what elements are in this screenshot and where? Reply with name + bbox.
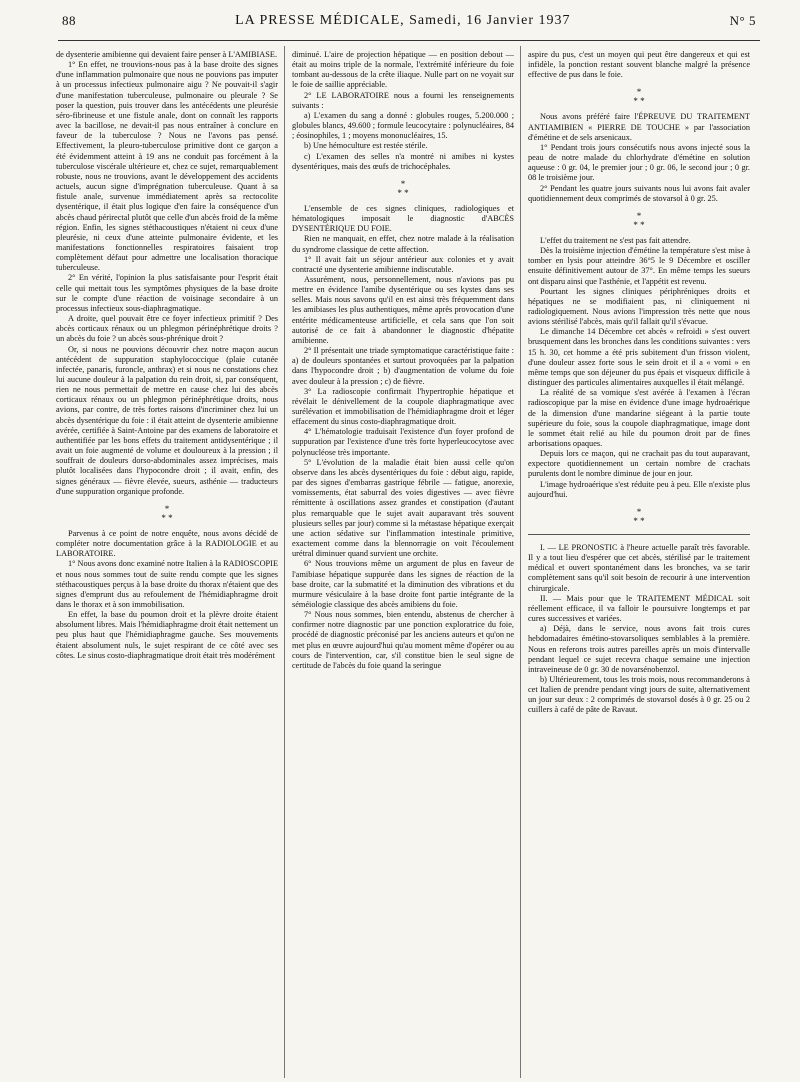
paragraph: 2° LE LABORATOIRE nous a fourni les renseignements suivants :	[292, 90, 514, 110]
paragraph: 2° Pendant les quatre jours suivants nous lui avons fait avaler quotidiennement deux comprimés de stovarsol à 0 gr. 25.	[528, 183, 750, 203]
paragraph: L'ensemble de ces signes cliniques, radiologiques et hématologiques imposait le diagnostic d'ABCÈS DYSENTÉRIQUE DU FOIE.	[292, 203, 514, 234]
paragraph: 2° En vérité, l'opinion la plus satisfaisante pour l'esprit était celle qui mettait tous les symptômes physiques de la base droite sur le compte d'une réaction de voisinage secondaire à un processus infectieux sous-diaphragmatique.	[56, 273, 278, 313]
section-separator-stars	[528, 508, 750, 526]
paragraph: A droite, quel pouvait être ce foyer infectieux primitif ? Des abcès corticaux rénaux ou un phlegmon périnéphrétique droits ? un abcès du foie ? un abcès sous-phrénique droit ?	[56, 314, 278, 344]
star-top: *	[400, 178, 406, 189]
paragraph: aspire du pus, c'est un moyen qui peut être dangereux et qui est infidèle, la ponction restant souvent blanche malgré la présence effective de pus dans le foie.	[528, 50, 750, 80]
paragraph: L'image hydroaérique s'est réduite peu à peu. Elle n'existe plus aujourd'hui.	[528, 479, 750, 499]
section-separator-stars	[56, 505, 278, 523]
column-divider	[284, 46, 285, 1078]
issue-number: N° 5	[729, 13, 756, 28]
section-rule	[528, 534, 750, 535]
paragraph: 1° Pendant trois jours consécutifs nous avons injecté sous la peau de notre malade du chlorhydrate d'émétine en solution aqueuse : 0 gr. 04, le premier jour ; 0 gr. 06, le second jour ; 0 gr. 08 le troisième jour.	[528, 142, 750, 183]
paragraph: 1° Il avait fait un séjour antérieur aux colonies et y avait contracté une dysenterie amibienne indiscutable.	[292, 254, 514, 274]
paragraph: Pourtant les signes cliniques périphréniques droits et hépatiques ne se modifiaient pas, ni cliniquement ni radiologiquement. Nous avions l'impression très nette que nous avions stérilisé l'abcès, mais qu'il fallait qu'il s'évacue.	[528, 286, 750, 327]
paragraph: Nous avons préféré faire l'ÉPREUVE DU TRAITEMENT ANTIAMIBIEN « PIERRE DE TOUCHE » par l'association d'émétine et de sels arsenicaux.	[528, 112, 750, 142]
star-top: *	[636, 210, 642, 221]
star-top: *	[164, 503, 170, 514]
paragraph: II. — Mais pour que le TRAITEMENT MÉDICAL soit réellement efficace, il va falloir le poursuivre longtemps et par cures successives et variées.	[528, 593, 750, 624]
paragraph: 4° L'hématologie traduisait l'existence d'un foyer profond de suppuration par l'existence d'une très forte hyperleucocytose avec polynucléose très importante.	[292, 427, 514, 457]
paragraph: 6° Nous trouvions même un argument de plus en faveur de l'amibiase hépatique suppurée dans les signes de réaction de la base droite, car la submatité et la diminution des vibrations et du murmure vésiculaire à la base droite font partie intégrante de la séméiologie classique des abcès amibiens du foie.	[292, 559, 514, 609]
paragraph: Assurément, nous, personnellement, nous n'avions pas pu mettre en évidence l'amibe dysentérique ou ses kystes dans ses selles. Mais nous savons qu'il en est ainsi très fréquemment dans les amibiases les plus authentiques, même après provocation d'une entérite médicamenteuse artificielle, et cela sans que l'on soit autorisé de ce fait à abandonner le diagnostic d'hépatite amibienne.	[292, 274, 514, 345]
paragraph: diminué. L'aire de projection hépatique — en position debout — était au moins triple de la normale, l'extrémité inférieure du foie tombant au-dessous de la crête iliaque. Nulle part on ne voyait sur le foie de saillie appréciable.	[292, 50, 514, 90]
paragraph: Parvenus à ce point de notre enquête, nous avons décidé de compléter notre documentation grâce à la RADIOLOGIE et au LABORATOIRE.	[56, 528, 278, 559]
star-bottom: * *	[397, 187, 409, 198]
star-bottom: * *	[633, 219, 645, 230]
paragraph: En effet, la base du poumon droit et la plèvre droite étaient absolument libres. Mais l'hémidiaphragme droit était nettement un peu plus haut que l'hémidiaphragme gauche. Ses mouvements étaient absolument nuls, le sujet respirant de ce côté avec ses côtes. Le sinus costo-diaphragmatique droit était très modérément	[56, 610, 278, 660]
paragraph: a) L'examen du sang a donné : globules rouges, 5.200.000 ; globules blancs, 49.600 ; formule leucocytaire : polynucléaires, 84 ; éosinophiles, 1 ; moyens mononucléaires, 15.	[292, 110, 514, 141]
text-column-1	[56, 50, 278, 1080]
star-top: *	[636, 87, 642, 98]
paragraph: 1° Nous avons donc examiné notre Italien à la RADIOSCOPIE et nous nous sommes tout de suite rendu compte que les signes stéthacoustiques perçus à la base droite du thorax n'étaient que des signes d'emprunt dus au refoulement de l'hémidiaphragme droit dans le thorax et à son immobilisation.	[56, 559, 278, 609]
page-number: 88	[62, 13, 76, 28]
paragraph: L'effet du traitement ne s'est pas fait attendre.	[540, 235, 691, 245]
paragraph: Or, si nous ne pouvions découvrir chez notre maçon aucun antécédent de suppuration staphylococcique (plaie cutanée infectée, panaris, furoncle, anthrax) et si nous ne constations chez lui aucune douleur à la palpation du rein droit, si, par conséquent, rien ne nous permettait de mettre en cause chez lui des abcès corticaux rénaux ou un phlegmon périnéphrétique droits, nous avions, par contre, de très fortes raisons d'incriminer chez lui un abcès dysentérique du foie : il était atteint de dysenterie amibienne avérée, certifiée à Saint-Antoine par des examens de laboratoire et authentifiée par les bons effets du traitement antidysentérique ; il avait un foie augmenté de volume et douloureux à la pression ; il souffrait de douleurs dorso-abdominales assez imprécises, mais plutôt localisées dans l'hypocondre droit ; il avait, enfin, des signes généraux — fièvre élevée, sueurs, asthénie — traducteurs d'une suppuration organique profonde.	[56, 344, 278, 496]
paragraph: c) L'examen des selles n'a montré ni amibes ni kystes dysentériques, mais des œufs de trichocéphales.	[292, 151, 514, 171]
star-top: *	[636, 506, 642, 517]
paragraph: Depuis lors ce maçon, qui ne crachait pas du tout auparavant, expectore quotidiennement un certain nombre de crachats purulents dont le nombre diminue de jour en jour.	[528, 449, 750, 479]
journal-title: LA PRESSE MÉDICALE, Samedi, 16 Janvier 1937	[235, 13, 571, 28]
paragraph: Dès la troisième injection d'émétine la température s'est mise à tomber en lysis pour atteindre 36°5 le 9 Décembre et osciller ensuite définitivement autour de 37°. En même temps les sueurs ont disparu ainsi que l'asthénie, et l'appétit est revenu.	[528, 246, 750, 286]
text-column-2	[292, 50, 514, 1080]
star-bottom: * *	[633, 96, 645, 107]
paragraph: La réalité de sa vomique s'est avérée à l'examen à l'écran radioscopique par la mise en évidence d'une image hydroaérique de la dimension d'une mandarine siégeant à la partie toute supérieure du foie, sous la coupole diaphragmatique, image dont le sommet était relié au hile du poumon droit par de fines arborisations opaques.	[528, 388, 750, 448]
paragraph: I. — LE PRONOSTIC à l'heure actuelle paraît très favorable. Il y a tout lieu d'espérer que cet abcès, stérilisé par le traitement médical et ouvert spontanément dans les bronches, va se tarir complètement sans qu'il soit besoin de recourir à une intervention chirurgicale.	[528, 542, 750, 593]
paragraph: b) Ultérieurement, tous les trois mois, nous recommanderons à cet Italien de prendre pendant vingt jours de suite, alternativement un jour sur deux : 2 comprimés de stovarsol dosés à 0 gr. 25 ou 2 cuillers à café de pâte de Ravaut.	[528, 674, 750, 715]
paragraph: Rien ne manquait, en effet, chez notre malade à la réalisation du syndrome classique de cette affection.	[292, 234, 514, 254]
star-bottom: * *	[161, 512, 173, 523]
paragraph: 5° L'évolution de la maladie était bien aussi celle qu'on observe dans les abcès dysentériques du foie : début aigu, rapide, par des signes d'embarras gastrique fébrile — fatigue, anorexie, vomissements, état saburral des voies digestives — avec fièvre rémittente à oscillations assez grandes et constipation (d'autant plus remarquable que le sujet avait auparavant très souvent plusieurs selles par jour) comme si la métastase hépatique exerçait une action sédative sur l'inflammation intestinale primitive, exactement comme dans la blennorragie on voit l'écoulement urétral diminuer quand survient une orchite.	[292, 457, 514, 559]
paragraph: 1° En effet, ne trouvions-nous pas à la base droite des signes d'une inflammation pulmonaire que nous ne pouvions pas imputer à un processus infectieux pulmonaire aigu ? Ne pouvait-il s'agir d'une manifestation tuberculeuse, pulmonaire ou pleurale ? Se poser la question, puis trouver dans les antécédents une pleurésie séro-fibrineuse et une fistule anale, dont on connaît les rapports avec la bacillose, ne devait-il pas nous entraîner à conclure en faveur de la tuberculose ? Nous ne l'avons pas pensé. Effectivement, la pleuro-tuberculose primitive dont ce garçon a été évidemment atteint à 19 ans ne conduit pas forcément à la tuberculose viscérale ultérieure et, chez ce sujet, remarquablement robuste, nous ne trouvions, avant le développement des accidents actuels, aucun signe d'imprégnation tuberculeuse. Quant à sa fistule anale, survenue immédiatement après sa rectocolite dysentérique, il était plus logique d'en faire la conséquence d'un abcès chaud périrectal plutôt que celle d'un abcès froid de la même région. Enfin, les signes stéthacoustiques n'étaient ni ceux d'une pleurésie, ni ceux d'une atteinte pulmonaire évidente, et les manifestations fonctionnelles respiratoires faisaient trop complètement défaut pour admettre une localisation thoracique tuberculeuse.	[56, 60, 278, 273]
paragraph: Le dimanche 14 Décembre cet abcès « refroidi » s'est ouvert brusquement dans les bronches dans les conditions suivantes : vers 15 h. 30, cet homme a été pris subitement d'un frisson violent, d'une douleur assez forte sous le sein droit et il a « vomi » en même temps que son déjeuner du pus épais et visqueux difficile à distinguer des particules alimentaires auxquelles il était mélangé.	[528, 327, 750, 388]
section-separator-stars	[528, 88, 750, 106]
paragraph: a) Déjà, dans le service, nous avons fait trois cures hebdomadaires émétino-stovarsoliques semblables à la première. Nous en referons trois autres pareilles après un mois d'intervalle pendant lequel ce sujet recevra chaque semaine une injection intraveineuse de 0 gr. 30 de novarsénobenzol.	[528, 624, 750, 674]
text-column-3	[528, 50, 750, 1080]
section-separator-stars	[528, 212, 750, 230]
header-rule	[58, 40, 760, 41]
paragraph: 2° Il présentait une triade symptomatique caractéristique faite : a) de douleurs spontanées et surtout provoquées par la palpation dans l'hypocondre droit ; b) d'augmentation de volume du foie avec douleur à la pression ; c) de fièvre.	[292, 346, 514, 386]
paragraph: 7° Nous nous sommes, bien entendu, abstenus de chercher à confirmer notre diagnostic par une ponction exploratrice du foie, procédé de diagnostic préconisé par les anciens auteurs et qu'on ne met plus en œuvre aujourd'hui qu'au moment même d'opérer ou au cours de l'intervention, car, s'il constitue bien le seul signe de certitude de l'abcès du foie quand la seringue	[292, 610, 514, 670]
paragraph: 3° La radioscopie confirmait l'hypertrophie hépatique et révélait le dénivellement de la coupole diaphragmatique avec surélévation et immobilisation de l'hémidiaphragme droit et léger effacement du sinus costo-diaphragmatique droit.	[292, 386, 514, 427]
column-divider	[520, 46, 521, 1078]
paragraph: b) Une hémoculture est restée stérile.	[304, 141, 428, 151]
section-separator-stars	[292, 180, 514, 198]
page-header	[62, 6, 756, 36]
star-bottom: * *	[633, 515, 645, 526]
paragraph: de dysenterie amibienne qui devaient faire penser à L'AMIBIASE.	[56, 50, 278, 59]
